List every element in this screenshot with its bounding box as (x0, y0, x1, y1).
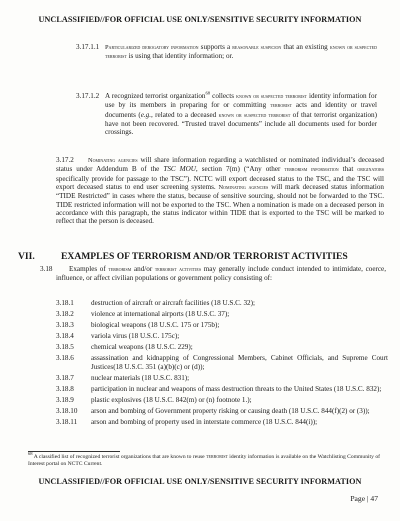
text-fragment: A classified list of recognized terrorist organizations that are known to reuse (32, 454, 207, 460)
paragraph-3-17-1-2 (105, 92, 377, 137)
section-heading-title: EXAMPLES OF TERRORISM AND/OR TERRORIST ACTIVITIES (61, 251, 348, 262)
list-item-text: destruction of aircraft or aircraft facilities (18 U.S.C. 32); (91, 299, 255, 307)
text-fragment: acts and identity or travel documents ( (105, 101, 377, 119)
text-fragment: that (338, 165, 358, 174)
text-emphasis: e.g. (140, 110, 152, 119)
text-fragment: specifically provide for passage to the TSC”). NCTC will export deceased status to the TSC, and the TSC will export deceased status to end user screening systems. (56, 174, 384, 192)
list-item (56, 321, 388, 329)
term-originators: originators (357, 166, 384, 174)
list-item-text: biological weapons (18 U.S.C. 175 or 175b); (91, 321, 220, 330)
list-item (56, 374, 388, 382)
list-item-number: 3.18.7 (56, 373, 74, 382)
page-number: Page | 47 (350, 494, 378, 503)
text-fragment: collects (210, 92, 237, 100)
term-nominating-agencies: Nominating agencies (88, 157, 138, 164)
section-number-3-17-1-2: 3.17.1.2 (76, 92, 100, 100)
list-item-number: 3.18.3 (56, 321, 74, 330)
list-item-number: 3.18.11 (56, 417, 78, 426)
text-fragment: of that terrorist organization) have not been recovered. “Trusted travel documents” include all documents used for border crossings. (105, 110, 378, 137)
text-fragment: supports a (198, 43, 233, 51)
list-item-text: arson and bombing of Government property risking or causing death (18 U.S.C. 844(f)(2) or (3)); (91, 406, 370, 415)
classification-banner-top: UNCLASSIFIED//FOR OFFICIAL USE ONLY/SENSITIVE SECURITY INFORMATION (38, 15, 362, 24)
text-fragment: , section 7(m) (“Any other (195, 165, 285, 174)
list-item (56, 332, 388, 340)
text-fragment: , related to a deceased (151, 110, 219, 119)
list-item (56, 343, 388, 351)
footnote-68 (28, 451, 380, 468)
list-item (56, 418, 388, 426)
list-item-number: 3.18.10 (56, 406, 78, 415)
list-item (56, 396, 388, 404)
list-item-text: chemical weapons (18 U.S.C. 229); (91, 343, 193, 352)
list-item-number: 3.18.5 (56, 343, 74, 352)
text-fragment: A recognized terrorist organization (105, 92, 206, 100)
term-terrorist: terrorist (206, 455, 228, 460)
term-nominating-agencies: Nominating agencies (218, 184, 269, 192)
term-known-or-suspected-terrorist: known or suspected terrorist (236, 93, 307, 100)
text-fragment: identity information for use by its members in preparing for or committing (105, 92, 377, 110)
paragraph-3-18 (56, 265, 386, 283)
paragraph-3-17-1-1 (105, 43, 377, 62)
list-item-text: arson and bombing of property used in interstate commerce (18 U.S.C. 844(i)); (91, 417, 318, 426)
list-item (56, 385, 388, 393)
list-item (56, 354, 388, 371)
examples-list (56, 299, 388, 429)
term-known-or-suspected-terrorist: known or suspected terrorist (105, 44, 378, 61)
list-item-text: variola virus (18 U.S.C. 175c); (91, 332, 180, 341)
list-item-text: participation in nuclear and weapons of mass destruction threats to the United States (18 U.S.C. 832); (91, 384, 382, 393)
text-fragment: identity information is available on the Watchlisting Community of Interest portal on NCTC Current. (28, 454, 380, 467)
list-item (56, 310, 388, 318)
term-known-or-suspected-terrorist: known or suspected terrorist (218, 111, 291, 119)
list-item-number: 3.18.1 (56, 299, 74, 307)
term-terrorist-activities: terrorist activities (154, 266, 202, 273)
footnote-reference: 68 (205, 90, 211, 96)
text-emphasis: TSC MOU (163, 165, 196, 174)
section-heading-vii (18, 251, 348, 262)
list-item-number: 3.18.6 (56, 354, 74, 363)
term-terrorism-information: terrorism information (284, 166, 339, 174)
list-item-text: plastic explosives (18 U.S.C. 842(m) or (n) footnote 1.); (91, 395, 252, 404)
term-particularized-derogatory-information: Particularized derogatory information (105, 44, 199, 51)
section-heading-number: VII. (18, 251, 35, 262)
text-fragment: may generally include conduct intended to intimidate, coerce, influence, or affect civilian populations or government policy consisting of: (56, 265, 386, 283)
section-number-3-17-1-1: 3.17.1.1 (76, 43, 100, 51)
text-fragment: that an existing (281, 43, 330, 51)
list-item-text: violence at international airports (18 U.S.C. 37); (91, 310, 230, 319)
list-item-number: 3.18.8 (56, 384, 74, 393)
paragraph-3-17-2 (56, 156, 384, 226)
text-fragment: is using that identity information; or. (126, 52, 234, 61)
section-number-3-17-2: 3.17.2 (56, 156, 74, 164)
list-item (56, 407, 388, 415)
term-terrorist: terrorist (270, 102, 292, 110)
list-item (56, 299, 388, 307)
list-item-number: 3.18.2 (56, 310, 74, 319)
classification-banner-bottom: UNCLASSIFIED//FOR OFFICIAL USE ONLY/SENSITIVE SECURITY INFORMATION (38, 477, 362, 486)
term-terrorism: terrorism (108, 266, 132, 273)
list-item-text: nuclear materials (18 U.S.C. 831); (91, 373, 190, 382)
text-fragment: Examples of (69, 265, 109, 273)
list-item-number: 3.18.9 (56, 395, 74, 404)
term-reasonable-suspicion: reasonable suspicion (232, 44, 282, 51)
section-number-3-18: 3.18 (40, 265, 53, 273)
text-fragment: and/or (131, 265, 155, 273)
text-fragment: will mark deceased status information “TIDE Restricted” in cases where the status, because of sensitive sourcing, should not be forwarded to the TSC. TIDE restricted information will not be exported to the TSC. When a nomination is made on a deceased person in accordance with this paragraph, the status indicator within TIDE that is exported to the TSC will be marked to reflect that the person is deceased. (56, 183, 385, 226)
list-item-text: assassination and kidnapping of Congressional Members, Cabinet Officials, and Supreme Court Justices(18 U.S.C. 351 (a)(b)(c) or (d)); (91, 354, 388, 371)
text-fragment: will share information regarding a watchlisted or nominated individual’s deceased status under Addendum B of the (56, 156, 384, 174)
list-item-number: 3.18.4 (56, 332, 74, 341)
footnote-separator (28, 451, 120, 452)
footnote-number: 68 (28, 451, 33, 457)
